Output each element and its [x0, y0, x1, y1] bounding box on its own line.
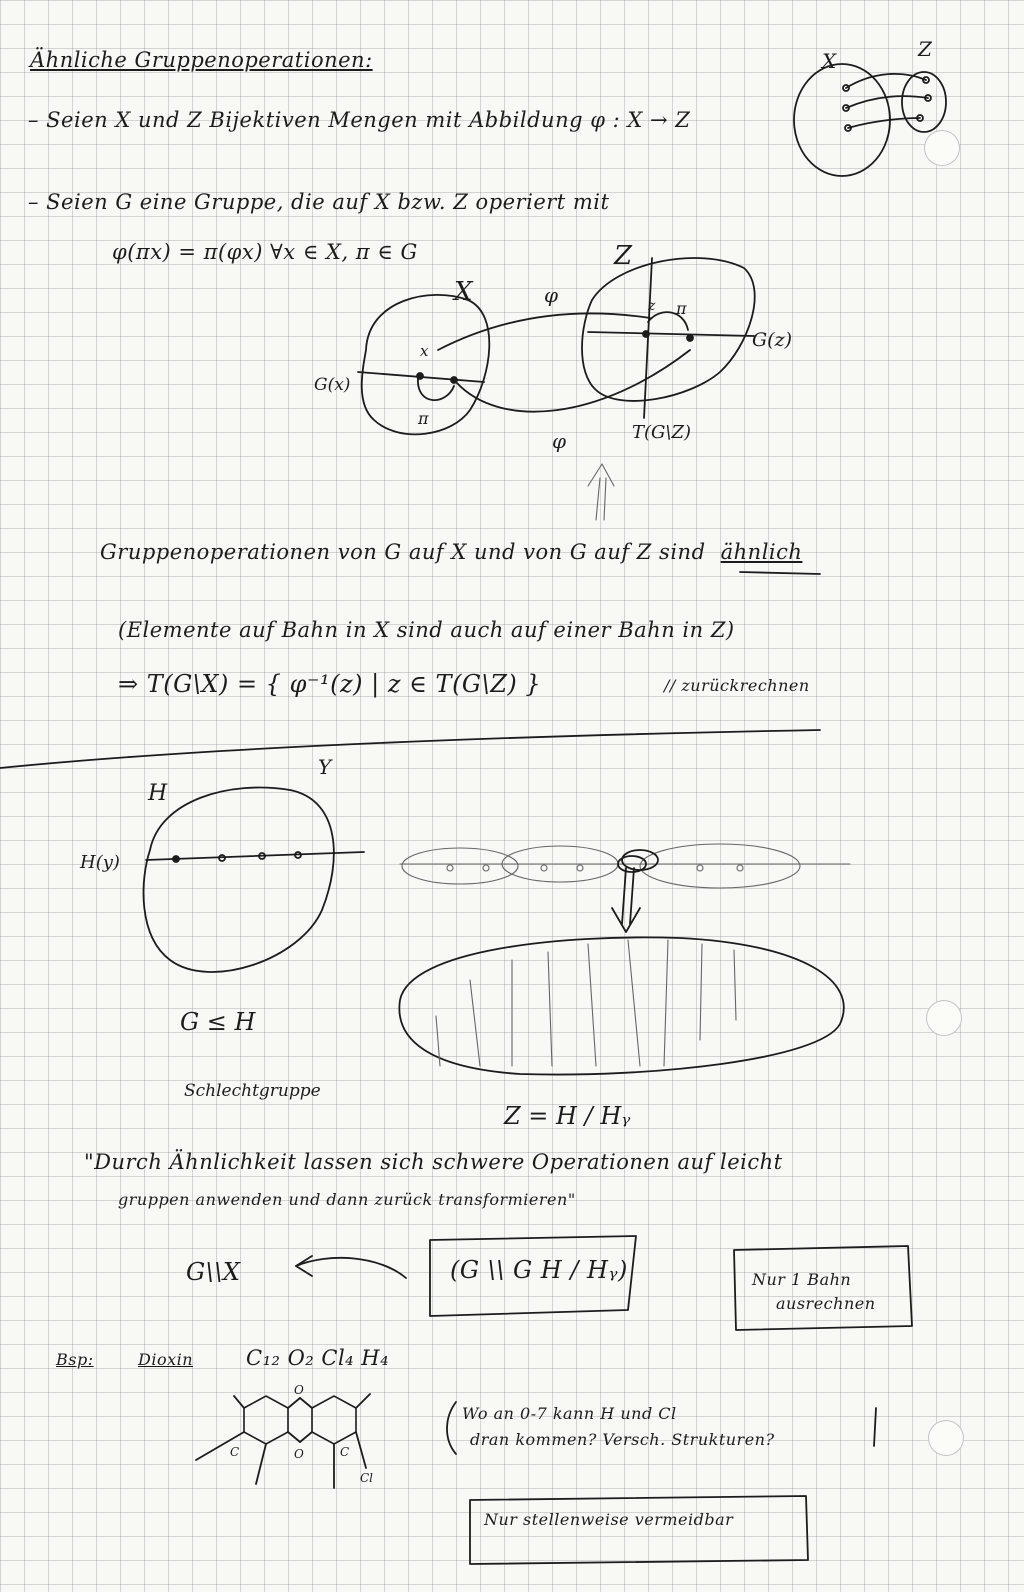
diagram1-label-z: Z	[614, 241, 633, 271]
diagram2-label-hy: H(y)	[80, 852, 120, 873]
formula-1: φ(πx) = π(φx) ∀x ∈ X, π ∈ G	[112, 240, 418, 264]
diagram1-label-x-small: x	[420, 342, 429, 360]
diagram2-label-y: Y	[318, 755, 332, 779]
bracket-line: (Elemente auf Bahn in X sind auch auf einer Bahn in Z)	[118, 618, 735, 642]
transform-note-box	[734, 1246, 912, 1330]
example-name: Dioxin	[138, 1350, 194, 1369]
diagram2-label-untergruppe: Schlechtgruppe	[184, 1081, 321, 1101]
transform-row	[296, 1236, 912, 1330]
transform-box-line-1: Nur 1 Bahn	[752, 1270, 852, 1289]
example-formula: C₁₂ O₂ Cl₄ H₄	[246, 1346, 389, 1370]
diagram2-label-h: H	[148, 781, 168, 806]
pi-arc-left	[418, 378, 454, 400]
corner-bijection-diagram	[794, 37, 946, 176]
aehnlich-underline	[740, 572, 820, 574]
bullet-2: – Seien G eine Gruppe, die auf X bzw. Z operiert mit	[28, 190, 610, 214]
double-arrow-up	[588, 464, 614, 520]
diagram1-label-phi-bottom: φ	[552, 429, 567, 453]
transform-arrow	[296, 1258, 406, 1278]
corner-label-x: X	[822, 49, 837, 73]
atom-c-2: C	[340, 1445, 350, 1459]
heading: Ähnliche Gruppenoperationen:	[30, 48, 373, 72]
quotient-ellipse	[399, 937, 843, 1074]
transform-box-line-2: ausrechnen	[776, 1294, 876, 1313]
diagram2-label-g-le-h: G ≤ H	[180, 1008, 256, 1036]
quote-line-1: "Durch Ähnlichkeit lassen sich schwere Operationen auf leicht	[84, 1150, 783, 1174]
section-separator	[0, 730, 820, 768]
question-paren-left	[447, 1402, 456, 1454]
transform-left: G\\X	[186, 1258, 241, 1286]
atom-cl: Cl	[360, 1471, 374, 1485]
question-line-2: dran kommen? Versch. Strukturen?	[470, 1430, 775, 1449]
atom-o-top: O	[294, 1383, 304, 1397]
diagram-cosets	[399, 844, 850, 1130]
diagram2-label-z-eq: Z = H / Hᵧ	[504, 1102, 631, 1130]
answer-text: Nur stellenweise vermeidbar	[484, 1510, 734, 1529]
quote-line-2: gruppen anwenden und dann zurück transformieren"	[118, 1190, 576, 1209]
question-bar-right	[874, 1408, 876, 1446]
answer-box	[470, 1496, 808, 1564]
example-label: Bsp:	[56, 1350, 94, 1369]
phi-arrow-top	[438, 313, 650, 350]
orbit-line-z	[588, 332, 754, 336]
diagram1-label-gx: G(x)	[314, 375, 351, 395]
question-line-1: Wo an 0-7 kann H und Cl	[462, 1404, 677, 1423]
dioxin-molecule	[196, 1383, 373, 1488]
phi-arrow-bottom	[456, 350, 690, 412]
diagram1-label-z-small: z	[648, 298, 656, 314]
atom-o-bottom: O	[294, 1447, 304, 1461]
diagram1-label-x: X	[454, 277, 473, 307]
implication: ⇒ T(G\X) = { φ⁻¹(z) | z ∈ T(G\Z) }	[118, 670, 542, 698]
atom-c-1: C	[230, 1445, 240, 1459]
diagram1-label-phi-top: φ	[544, 283, 559, 307]
set-h-ellipse	[143, 788, 333, 972]
bullet-1: – Seien X und Z Bijektiven Mengen mit Abbildung φ : X → Z	[28, 108, 691, 132]
transform-middle-box	[430, 1236, 636, 1316]
set-z-ellipse	[582, 258, 755, 401]
implication-note: // zurückrechnen	[664, 676, 810, 695]
diagram-subgroup	[79, 755, 364, 1101]
diagram1-label-tgz: T(G\Z)	[632, 422, 692, 443]
corner-label-z: Z	[918, 37, 932, 61]
similar-text: Gruppenoperationen von G auf X und von G auf Z sind	[100, 540, 706, 564]
diagram1-label-pi-left: π	[418, 409, 429, 428]
transform-middle: (G \\ G H / Hᵧ)	[450, 1256, 628, 1284]
diagram1-label-pi-right: π	[676, 299, 687, 318]
vertical-line-z	[644, 258, 652, 418]
diagram-orbit-x-z	[314, 241, 792, 453]
similar-underlined: ähnlich	[720, 540, 803, 564]
diagram1-label-gz: G(z)	[752, 329, 793, 351]
